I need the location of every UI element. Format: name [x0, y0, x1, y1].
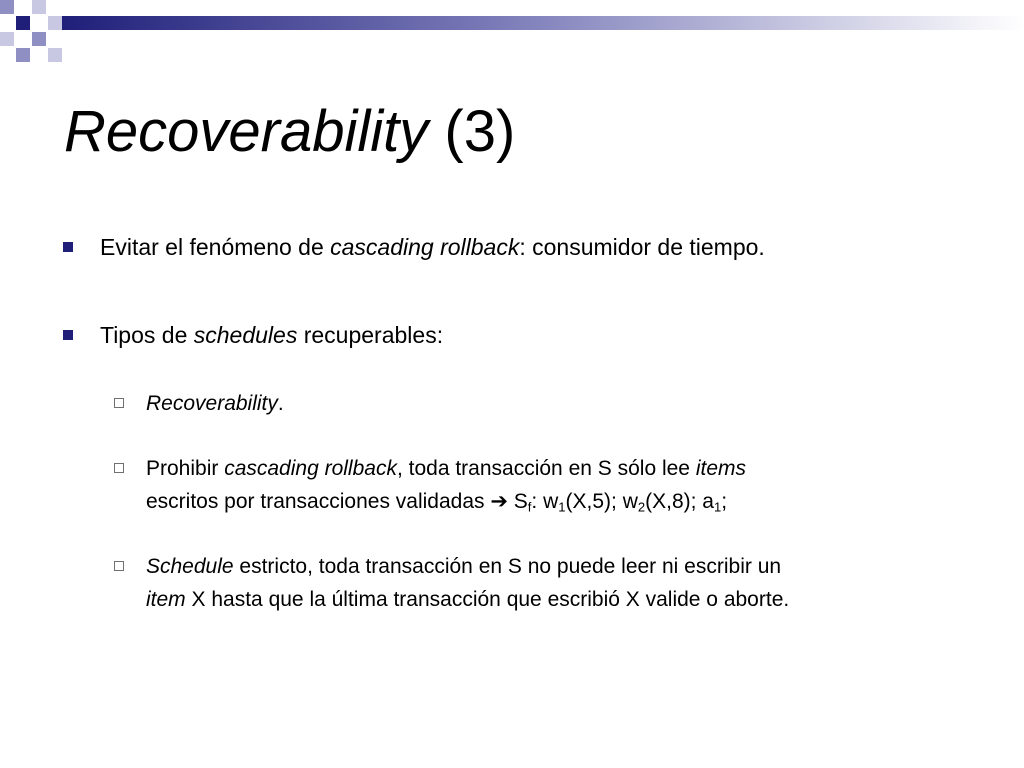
schedule-ops: ;	[721, 490, 728, 513]
schedule-ops: : w	[531, 490, 559, 513]
decor-square-2	[16, 16, 30, 30]
bullet-emphasis: schedules	[193, 322, 298, 348]
decor-square-4	[0, 32, 14, 46]
subbullet-text: escritos por transacciones validadas	[146, 490, 491, 513]
subbullet-text: Prohibir	[146, 457, 225, 480]
square-bullet-icon	[63, 330, 73, 340]
subbullet-emphasis: Recoverability	[146, 392, 278, 415]
bullet-cascading	[100, 230, 765, 264]
subbullet-recoverability	[146, 387, 946, 420]
subbullet-emphasis: cascading rollback	[224, 457, 397, 480]
schedule-ops: (X,5); w	[565, 490, 638, 513]
decor-square-3	[32, 0, 46, 14]
title-italic: Recoverability	[64, 99, 429, 164]
decor-square-6	[48, 16, 62, 30]
subbullet-emphasis: item	[146, 588, 186, 611]
subbullet-text: X hasta que la última transacción que escribió X valide o aborte.	[185, 588, 790, 611]
decor-square-8	[48, 48, 62, 62]
subbullet-emphasis: items	[695, 457, 747, 480]
header-gradient-band	[62, 16, 1024, 30]
subbullet-text: .	[277, 392, 284, 415]
subbullet-text: estricto, toda transacción en S no puede leer ni escribir un	[233, 555, 782, 578]
square-bullet-icon	[63, 242, 73, 252]
bullet-text: Evitar el fenómeno de	[100, 234, 331, 260]
title-number: (3)	[428, 99, 516, 164]
subscript: 1	[558, 499, 566, 515]
bullet-emphasis: cascading rollback	[330, 234, 520, 260]
schedule-ops: (X,8); a	[645, 490, 714, 513]
subbullet-emphasis: Schedule	[146, 555, 234, 578]
slide-title	[64, 94, 515, 170]
right-arrow-icon: ➔	[490, 490, 508, 513]
subbullet-text: , toda transacción en S sólo lee	[396, 457, 696, 480]
subbullet-avoid-cascading	[146, 452, 946, 518]
decor-square-1	[0, 0, 14, 14]
decor-square-5	[32, 32, 46, 46]
header-decoration	[0, 0, 1024, 64]
hollow-square-bullet-icon	[114, 561, 124, 571]
subscript: 1	[713, 499, 722, 515]
hollow-square-bullet-icon	[114, 398, 124, 408]
bullet-text: : consumidor de tiempo.	[519, 234, 765, 260]
subscript: f	[527, 499, 532, 515]
hollow-square-bullet-icon	[114, 463, 124, 473]
schedule-symbol: S	[507, 490, 528, 513]
bullet-text: Tipos de	[100, 322, 194, 348]
decor-square-7	[16, 48, 30, 62]
bullet-schedule-types	[100, 318, 443, 352]
bullet-text: recuperables:	[297, 322, 444, 348]
subbullet-strict-schedule	[146, 550, 946, 616]
subscript: 2	[637, 499, 646, 515]
